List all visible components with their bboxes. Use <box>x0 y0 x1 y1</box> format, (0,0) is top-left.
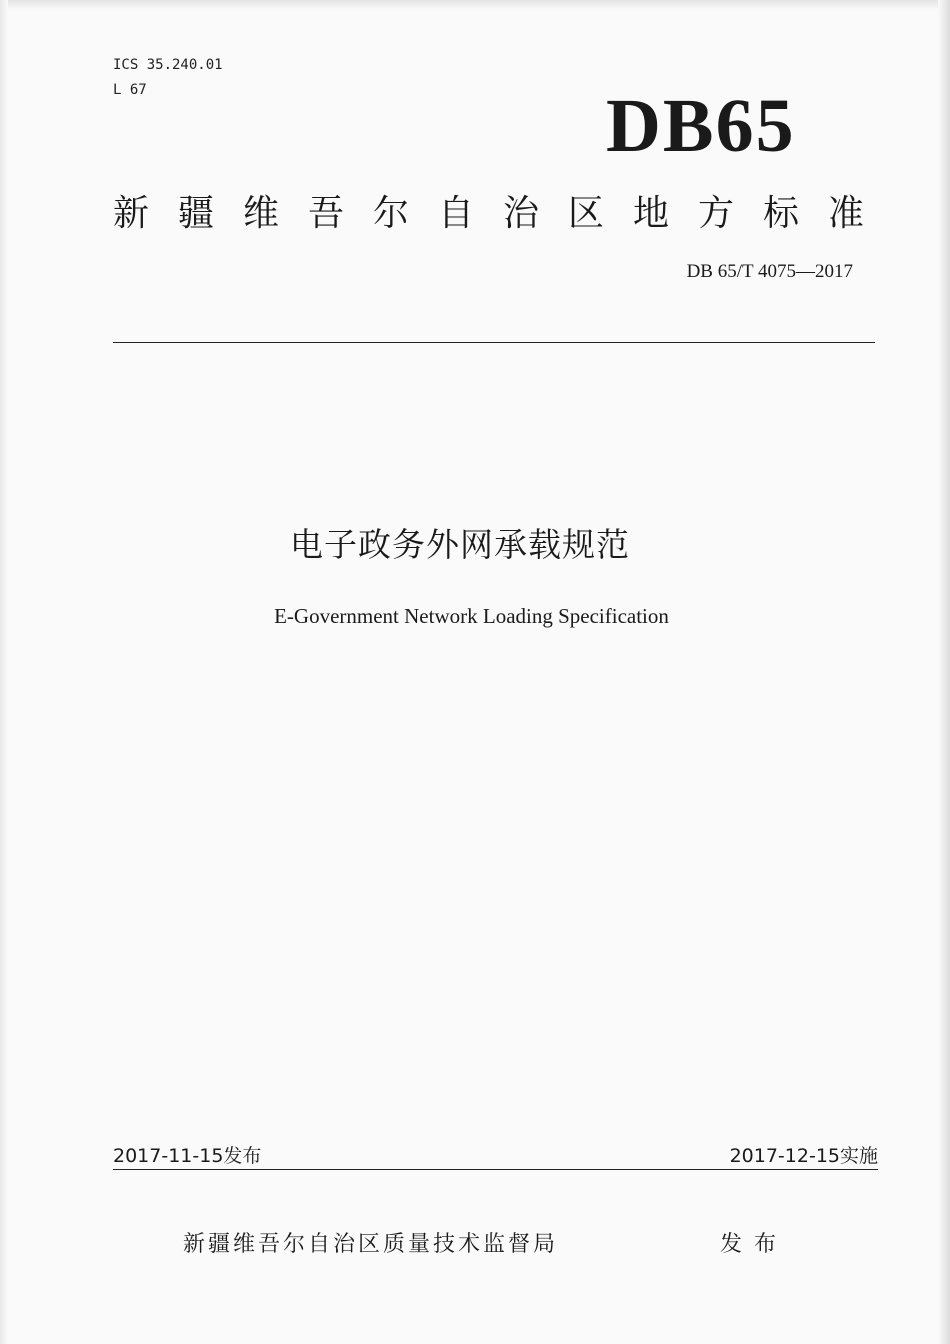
issue-date: 2017-11-15发布 <box>113 1145 262 1167</box>
ics-code: ICS 35.240.01 <box>113 57 223 73</box>
standard-number: DB 65/T 4075—2017 <box>686 261 853 282</box>
footer-divider <box>113 1169 878 1170</box>
implementation-date: 2017-12-15实施 <box>729 1145 878 1167</box>
scan-edge-top <box>0 0 950 10</box>
publisher-name: 新疆维吾尔自治区质量技术监督局 <box>183 1232 559 1257</box>
classification-codes <box>113 53 223 103</box>
header-divider <box>113 342 875 343</box>
publish-label: 发布 <box>720 1232 789 1257</box>
ccs-code: L 67 <box>113 82 147 98</box>
document-title-english: E-Government Network Loading Specification <box>274 604 669 628</box>
db65-logo: DB65 <box>606 84 796 168</box>
scan-edge-left <box>0 0 8 1344</box>
standard-type-heading: 新疆维吾尔自治区地方标准 <box>113 193 894 234</box>
document-title-chinese: 电子政务外网承载规范 <box>290 525 630 564</box>
scan-edge-right <box>938 0 950 1344</box>
